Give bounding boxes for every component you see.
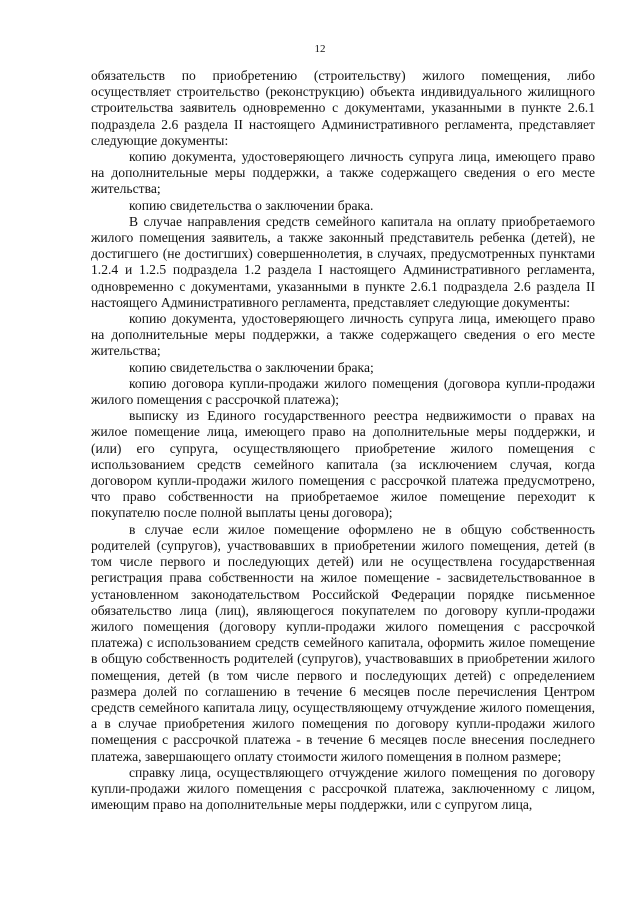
document-body xyxy=(91,68,595,813)
paragraph: копию свидетельства о заключении брака; xyxy=(129,359,374,375)
paragraph: копию договора купли-продажи жилого помещения (договора купли-продажи жилого помещения с рассрочкой платежа); xyxy=(91,375,595,408)
page-number: 12 xyxy=(314,43,326,55)
paragraph: копию свидетельства о заключении брака. xyxy=(129,197,374,213)
paragraph: обязательств по приобретению (строительству) жилого помещения, либо осуществляет строительство (реконструкцию) объекта индивидуального жилищного строительства заявитель одновременно с документами, указанными в пункте 2.6.1 подраздела 2.6 раздела II настоящего Административного регламента, представляет следующие документы: xyxy=(91,68,595,148)
paragraph: В случае направления средств семейного капитала на оплату приобретаемого жилого помещения заявитель, а также законный представитель ребенка (детей), не достигшего (не достигших) совершеннолетия, в случаях, предусмотренных пунктами 1.2.4 и 1.2.5 подраздела 1.2 раздела I настоящего Административного регламента, одновременно с документами, указанными в пункте 2.6.1 подраздела 2.6 раздела II настоящего Административного регламента, представляет следующие документы: xyxy=(91,213,595,310)
paragraph: выписку из Единого государственного реестра недвижимости о правах на жилое помещение лица, имеющего право на дополнительные меры поддержки, и (или) его супруга, осуществляющего приобретение жилого помещения с использованием средств семейного капитала (за исключением случая, когда договором купли-продажи жилого помещения с рассрочкой платежа предусмотрено, что право собственности на приобретаемое жилое помещение переходит к покупателю после полной выплаты цены договора); xyxy=(91,408,595,521)
paragraph: в случае если жилое помещение оформлено не в общую собственность родителей (супругов), участвовавших в приобретении жилого помещения, детей (в том числе первого и последующих детей) или не осуществлена государственная регистрация права собственности на жилое помещение - засвидетельствованное в установленном законодательством Российской Федерации порядке письменное обязательство лица (лиц), являющегося покупателем по договору купли-продажи жилого помещения (договору купли-продажи жилого помещения с рассрочкой платежа) с использованием средств семейного капитала, оформить жилое помещение в общую собственность родителей (супругов), участвовавших в приобретении жилого помещения, детей (в том числе первого и последующих детей) с определением размера долей по соглашению в течение 6 месяцев после перечисления Центром средств семейного капитала лицу, осуществляющему отчуждение жилого помещения, а в случае приобретения жилого помещения по договору купли-продажи жилого помещения с рассрочкой платежа - в течение 6 месяцев после внесения последнего платежа, завершающего оплату стоимости жилого помещения в полном размере; xyxy=(91,521,595,764)
paragraph: копию документа, удостоверяющего личность супруга лица, имеющего право на дополнительные меры поддержки, а также содержащего сведения о его месте жительства; xyxy=(91,311,595,359)
paragraph: справку лица, осуществляющего отчуждение жилого помещения по договору купли-продажи жилого помещения с рассрочкой платежа, заключенному с лицом, имеющим право на дополнительные меры поддержки, или с супругом лица, xyxy=(91,764,595,813)
paragraph: копию документа, удостоверяющего личность супруга лица, имеющего право на дополнительные меры поддержки, а также содержащего сведения о его месте жительства; xyxy=(91,149,595,197)
